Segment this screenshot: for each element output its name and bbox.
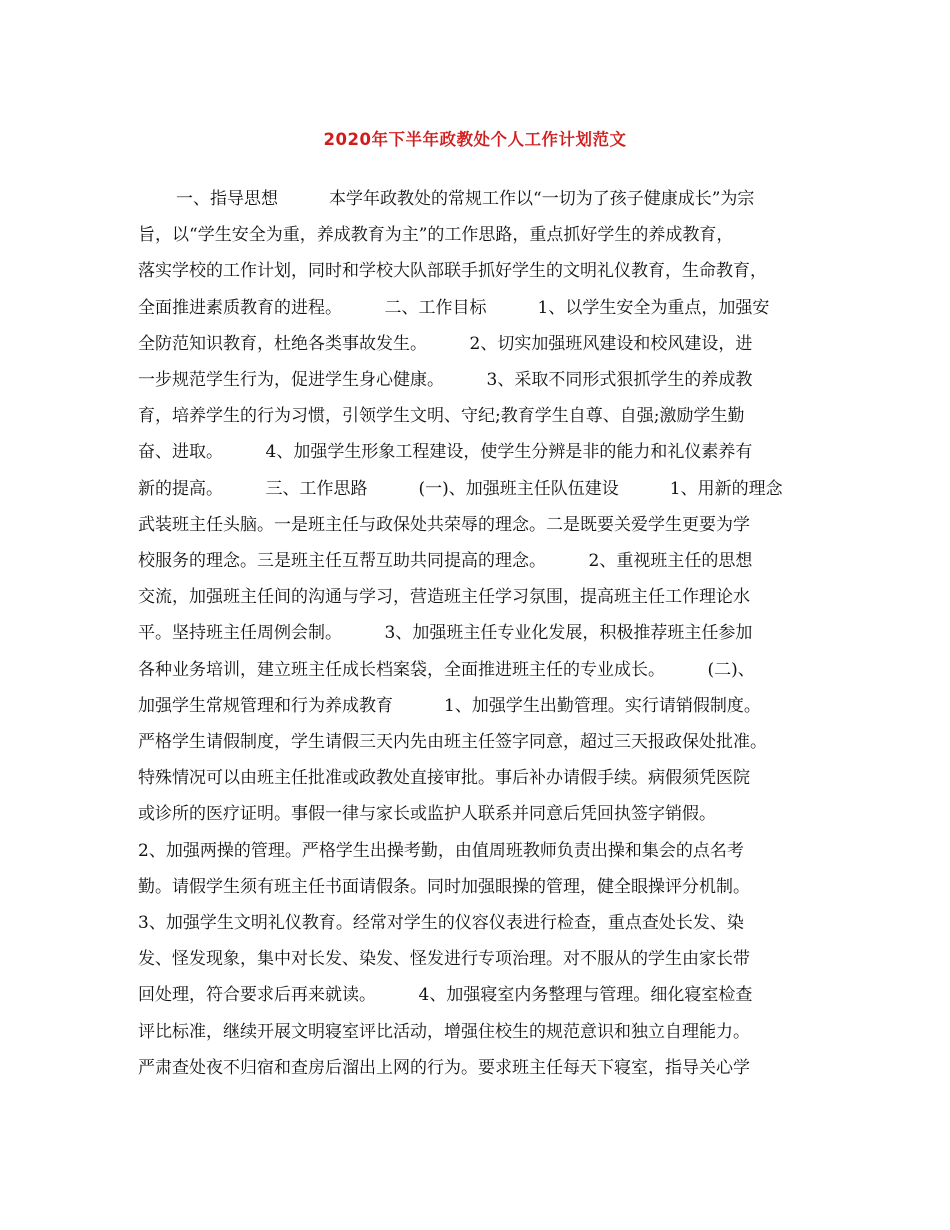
paragraph-line: 评比标准，继续开展文明寝室评比活动，增强住校生的规范意识和独立自理能力。: [138, 1022, 750, 1042]
paragraph-line: 回处理，符合要求后再来就读。 4、加强寝室内务整理与管理。细化寝室检查: [138, 985, 753, 1005]
paragraph-line: 严肃查处夜不归宿和查房后溜出上网的行为。要求班主任每天下寝室，指导关心学: [138, 1058, 750, 1078]
paragraph-line: 特殊情况可以由班主任批准或政教处直接审批。事后补办请假手续。病假须凭医院: [138, 768, 750, 788]
paragraph-line: 一、指导思想 本学年政教处的常规工作以“一切为了孩子健康成长”为宗: [176, 189, 755, 209]
paragraph-line: 育，培养学生的行为习惯，引领学生文明、守纪;教育学生自尊、自强;激励学生勤: [138, 406, 745, 426]
paragraph-line: 奋、进取。 4、加强学生形象工程建设，使学生分辨是非的能力和礼仪素养有: [138, 442, 753, 462]
paragraph-line: 全防范知识教育，杜绝各类事故发生。 2、切实加强班风建设和校风建设，进: [138, 334, 753, 354]
paragraph-line: 或诊所的医疗证明。事假一律与家长或监护人联系并同意后凭回执签字销假。: [138, 804, 716, 824]
paragraph-line: 3、加强学生文明礼仪教育。经常对学生的仪容仪表进行检查，重点查处长发、染: [138, 913, 744, 933]
paragraph-line: 校服务的理念。三是班主任互帮互助共同提高的理念。 2、重视班主任的思想: [138, 551, 753, 571]
paragraph-line: 全面推进素质教育的进程。 二、工作目标 1、以学生安全为重点，加强安: [138, 298, 770, 318]
paragraph-line: 勤。请假学生须有班主任书面请假条。同时加强眼操的管理，健全眼操评分机制。: [138, 877, 750, 897]
paragraph-line: 一步规范学生行为，促进学生身心健康。 3、采取不同形式狠抓学生的养成教: [138, 370, 753, 390]
paragraph-line: 平。坚持班主任周例会制。 3、加强班主任专业化发展，积极推荐班主任参加: [138, 623, 753, 643]
paragraph-line: 严格学生请假制度，学生请假三天内先由班主任签字同意，超过三天报政保处批准。: [138, 732, 767, 752]
paragraph-line: 旨，以“学生安全为重，养成教育为主”的工作思路，重点抓好学生的养成教育，: [138, 225, 734, 245]
paragraph-line: 发、怪发现象，集中对长发、染发、怪发进行专项治理。对不服从的学生由家长带: [138, 949, 750, 969]
document-title: 2020年下半年政教处个人工作计划范文: [323, 130, 627, 149]
paragraph-line: 各种业务培训，建立班主任成长档案袋，全面推进班主任的专业成长。 (二)、: [138, 660, 755, 680]
paragraph-line: 新的提高。 三、工作思路 (一)、加强班主任队伍建设 1、用新的理念: [138, 479, 783, 499]
paragraph-line: 加强学生常规管理和行为养成教育 1、加强学生出勤管理。实行请销假制度。: [138, 696, 761, 716]
paragraph-line: 交流，加强班主任间的沟通与学习，营造班主任学习氛围，提高班主任工作理论水: [138, 587, 750, 607]
paragraph-line: 2、加强两操的管理。严格学生出操考勤，由值周班教师负责出操和集会的点名考: [138, 841, 744, 861]
paragraph-line: 落实学校的工作计划，同时和学校大队部联手抓好学生的文明礼仪教育，生命教育，: [138, 261, 767, 281]
paragraph-line: 武装班主任头脑。一是班主任与政保处共荣辱的理念。二是既要关爱学生更要为学: [138, 515, 750, 535]
